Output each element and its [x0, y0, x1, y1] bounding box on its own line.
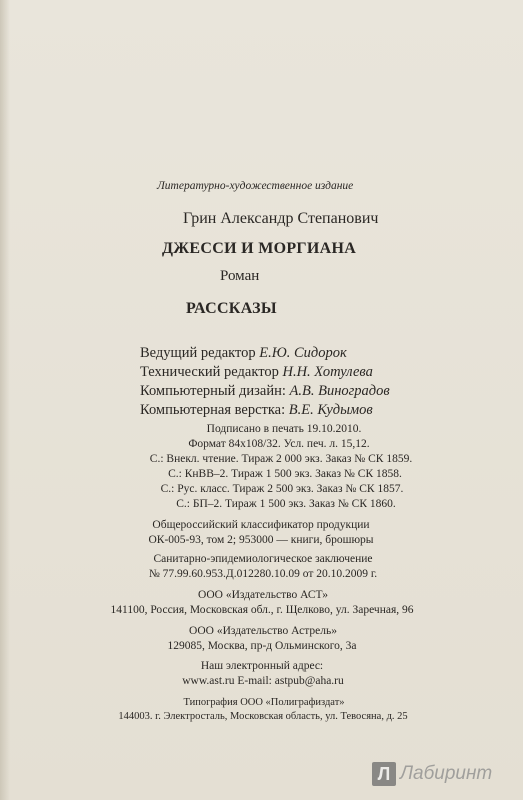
print-run-2: С.: КнВВ–2. Тираж 1 500 экз. Заказ № СК 1858.: [168, 468, 402, 480]
author-name: Грин Александр Степанович: [183, 210, 379, 227]
credit-layout: [140, 402, 373, 419]
email-label: Наш электронный адрес:: [200, 660, 324, 672]
classifier-line-2: ОК-005-93, том 2; 953000 — книги, брошюры: [148, 534, 374, 546]
credit-role: Компьютерная верстка:: [140, 402, 286, 418]
print-signed: Подписано в печать 19.10.2010.: [206, 423, 362, 435]
classifier-line-1: Общероссийский классификатор продукции: [152, 519, 370, 531]
print-run-3: С.: Рус. класс. Тираж 2 500 экз. Заказ № СК 1857.: [160, 483, 404, 495]
print-format: Формат 84х108/32. Усл. печ. л. 15,12.: [188, 438, 370, 450]
publisher-astrel-address: 129085, Москва, пр-д Ольминского, 3а: [167, 640, 357, 652]
labirint-logo-text: Лабиринт: [400, 763, 493, 784]
labirint-watermark: [372, 761, 492, 787]
publisher-ast-address: 141100, Россия, Московская обл., г. Щелково, ул. Заречная, 96: [110, 604, 414, 616]
credit-tech-editor: [140, 364, 373, 381]
sanitary-line-2: № 77.99.60.953.Д.012280.10.09 от 20.10.2009 г.: [148, 568, 378, 580]
print-run-4: С.: БП–2. Тираж 1 500 экз. Заказ № СК 1860.: [176, 498, 396, 510]
credit-lead-editor: [140, 345, 347, 362]
email-address: www.ast.ru E-mail: astpub@aha.ru: [182, 675, 344, 687]
print-run-1: С.: Внекл. чтение. Тираж 2 000 экз. Заказ № СК 1859.: [149, 453, 413, 465]
credit-person: Н.Н. Хотулева: [282, 364, 373, 380]
genre: Роман: [220, 268, 260, 284]
credit-role: Компьютерный дизайн:: [140, 383, 286, 399]
book-title: ДЖЕССИ И МОРГИАНА: [162, 240, 357, 257]
printing-house-name: Типография ООО «Полиграфиздат»: [183, 697, 345, 708]
sanitary-line-1: Санитарно-эпидемиологическое заключение: [153, 553, 373, 565]
credit-role: Ведущий редактор: [140, 345, 256, 361]
credit-person: А.В. Виноградов: [289, 383, 390, 399]
printing-house-address: 144003. г. Электросталь, Московская область, ул. Тевосяна, д. 25: [118, 711, 408, 722]
edition-type: Литературно-художественное издание: [157, 180, 354, 192]
credit-role: Технический редактор: [140, 364, 279, 380]
credit-designer: [140, 383, 390, 400]
labirint-logo-icon: Л: [372, 762, 396, 786]
credit-person: Е.Ю. Сидорок: [259, 345, 347, 361]
publisher-ast-name: ООО «Издательство АСТ»: [198, 589, 328, 601]
publisher-astrel-name: ООО «Издательство Астрель»: [189, 625, 337, 637]
book-subtitle: РАССКАЗЫ: [186, 300, 277, 317]
credit-person: В.Е. Кудымов: [288, 402, 373, 418]
